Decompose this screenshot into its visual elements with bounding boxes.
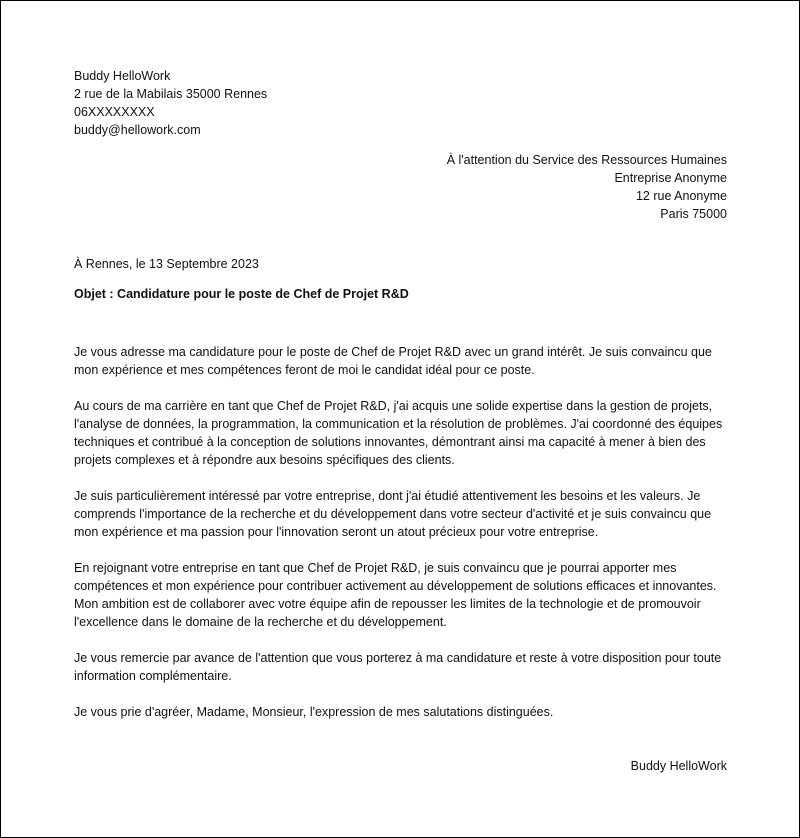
body-paragraph-thanks: Je vous remercie par avance de l'attention que vous porterez à ma candidature et reste à votre disposition pour toute information complémentaire.: [74, 651, 722, 683]
body-paragraph-closing: Je vous prie d'agréer, Madame, Monsieur, l'expression de mes salutations distinguées.: [74, 705, 554, 719]
recipient-city: Paris 75000: [660, 207, 727, 221]
recipient-street: 12 rue Anonyme: [635, 189, 727, 203]
sender-name: Buddy HelloWork: [74, 69, 171, 83]
recipient-company: Entreprise Anonyme: [614, 171, 727, 185]
body-paragraph-introduction: Je vous adresse ma candidature pour le poste de Chef de Projet R&D avec un grand intérêt. Je suis convaincu que mon expérience et mes compétences feront de moi le candidat idéal pour ce poste.: [74, 345, 712, 377]
sender-block: [74, 67, 267, 139]
letter-body: [74, 343, 730, 739]
recipient-attention: À l'attention du Service des Ressources Humaines: [446, 153, 727, 167]
body-paragraph-motivation: Je suis particulièrement intéressé par votre entreprise, dont j'ai étudié attentivement les besoins et les valeurs. Je comprends l'importance de la recherche et du développement dans votre secteur d'activité et je suis convaincu que mon expérience et ma passion pour l'innovation seront un atout précieux pour votre entreprise.: [74, 489, 712, 539]
body-paragraph-experience: Au cours de ma carrière en tant que Chef de Projet R&D, j'ai acquis une solide expertise dans la gestion de projets, l'analyse de données, la programmation, la communication et la résolution de problèmes. J'ai coordonné des équipes techniques et contribué à la conception de solutions innovantes, démontrant ainsi ma capacité à mener à bien des projets complexes et à répondre aux besoins spécifiques des clients.: [74, 399, 723, 467]
sender-phone: 06XXXXXXXX: [74, 105, 155, 119]
subject-line: Objet : Candidature pour le poste de Chef de Projet R&D: [74, 287, 409, 301]
signature: Buddy HelloWork: [630, 759, 727, 773]
recipient-block: [447, 151, 727, 223]
date-line: À Rennes, le 13 Septembre 2023: [74, 257, 259, 271]
sender-email: buddy@hellowork.com: [74, 123, 201, 137]
sender-address: 2 rue de la Mabilais 35000 Rennes: [74, 87, 268, 101]
body-paragraph-contribution: En rejoignant votre entreprise en tant que Chef de Projet R&D, je suis convaincu que je pourrai apporter mes compétences et mon expérience pour contribuer activement au développement de solutions efficaces et innovantes. Mon ambition est de collaborer avec votre équipe afin de repousser les limites de la technologie et de promouvoir l'excellence dans le domaine de la recherche et du développement.: [74, 561, 717, 629]
